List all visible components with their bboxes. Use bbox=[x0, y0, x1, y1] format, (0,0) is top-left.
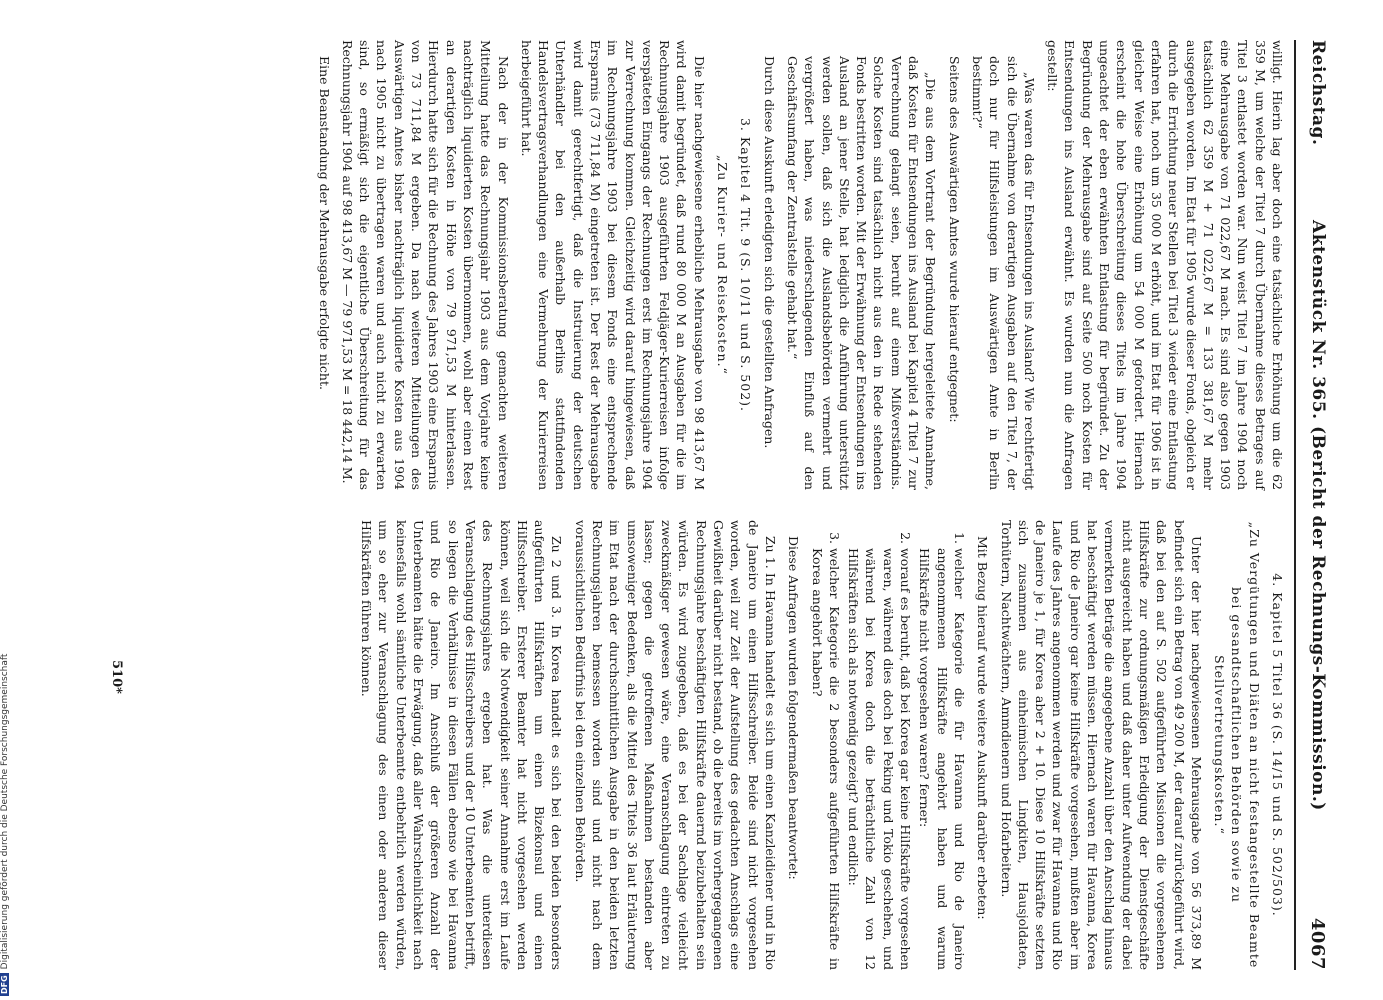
list-item: 2. worauf es beruht, daß bei Korea gar keine Hilfskräfte vorgesehen waren, während dies doch bei Peking und Tokio geschehen, und während bei Korea doch die beträchtliche Zahl von 12 Hilfskräften sich als notwendig gezeigt? und endlich: bbox=[845, 548, 914, 970]
digitization-note-text: Digitalisierung gefördert durch die Deutsche Forschungsgemeinschaft bbox=[0, 653, 10, 970]
paragraph: Seitens des Auswärtigen Amtes wurde hierauf entgegnet: bbox=[946, 56, 962, 423]
list-item: 1. welcher Kategorie die für Havanna und Rio de Janeiro angenommenen Hilfskräfte angehört haben und warum Hilfskräfte nicht vorgesehen waren? ferner: bbox=[916, 548, 968, 970]
page-mark: 510* bbox=[109, 660, 124, 694]
paragraph: Diese Anfragen wurden folgendermaßen beantwortet: bbox=[786, 536, 802, 880]
digitization-note-strip bbox=[0, 0, 14, 1000]
right-column bbox=[352, 520, 1286, 970]
section-subheading: „Zu Kurier- und Reisekosten.“ bbox=[715, 155, 731, 375]
page-header bbox=[1300, 40, 1330, 970]
rotated-page bbox=[90, 40, 1330, 970]
paragraph: Durch diese Auskunft erledigten sich die gestellten Anfragen. bbox=[761, 56, 777, 449]
digitization-note bbox=[0, 654, 10, 1000]
paragraph: Nach der in der Kommissionsberatung gemachten weiteren Mitteilung hatte das Rechnungsjahr 1903 aus dem Vorjahre keine nachträglich liquidierten Kosten übernommen, wohl aber einen Rest an derartigen Kosten in Höhe von 79 971,53 M hinterlassen. Hierdurch hatte sich für die Rechnung des Jahres 1903 eine Ersparnis von 73 711,84 M ergeben. Da nach weiteren Mitteilungen des Auswärtigen Amtes bisher nachträglich liquidierte Kosten aus 1904 nach 1905 nicht zu übertragen waren und auch nicht zu erwarten sind, so ermäßigt sich die eigentliche Überschreitung für das Rechnungsjahr 1904 auf 98 413,67 M — 79 971,53 M = 18 442,14 M. bbox=[339, 40, 511, 490]
header-rule bbox=[1294, 40, 1296, 970]
left-column bbox=[309, 40, 1286, 490]
paragraph: Zu 1. In Havanna handelt es sich um einen Kanzleidiener und in Rio de Janeiro um einen Hilfsschreiber. Beide sind nicht vorgesehen worden, weil zur Zeit der Aufstellung des gedachten Anschlags eine Gewißheit darüber nicht bestand, ob die bereits im vorhergegangenen Rechnungsjahre beschäftigten Hilfskräfte dauernd beizubehalten sein würden. Es wird zugegeben, daß es bei der Sachlage vielleicht zweckmäßiger gewesen wäre, eine Veranschlagung eintreten zu lassen; gegen die getroffenen Maßnahmen bestanden aber umsoweniger Bedenken, als die Mittel des Titels 36 laut Erläuterung im Etat nach der durchschnittlichen Ausgabe in den beiden letzten Rechnungsjahren bemessen worden sind und nicht nach dem voraussichtlichen Bedürfnis bei den einzelnen Behörden. bbox=[572, 520, 778, 970]
list-item: 3. welcher Kategorie die 2 besonders aufgeführten Hilfskräfte in Korea angehört haben? bbox=[808, 548, 843, 970]
header-aktenstueck bbox=[1309, 220, 1326, 811]
question-list bbox=[808, 520, 968, 970]
quote-paragraph: „Was waren das für Entsendungen ins Ausland? Wie rechtfertigt sich die Übernahme von derartigen Ausgaben auf den Titel 7, der doch nur für Hilfsleistungen im Auswärtigen Amte in Berlin bestimmt?“ bbox=[969, 56, 1037, 490]
paragraph: Unter der hier nachgewiesenen Mehrausgabe von 56 373,89 M befindet sich ein Betrag von 49 200 M, der darauf zurückgeführt wird, daß bei den auf S. 502 aufgeführten Missionen die vorgesehenen Hilfskräfte zur ordnungsmäßigen Erledigung der Dienstgeschäfte nicht ausgereicht haben und daß daher unter Aufwendung der dabei vermerkten Beträge die angegebene Anzahl über den Anschlag hinaus hat beschäftigt werden müssen. Hiernach waren für Havanna, Korea und Rio de Janeiro gar keine Hilfskräfte vorgesehen, mußten aber im Laufe des Jahres angenommen werden und zwar für Havanna und Rio de Janeiro je 1, für Korea aber 2 + 10. Diese 10 Hilfskräfte setzten sich zusammen aus einheimischen Lingkiten, Hausjoldaten, Torhütern, Nachtwächtern, Ammdienern und Hofarbeitern. bbox=[998, 520, 1204, 970]
dfg-logo: DFG bbox=[0, 975, 9, 994]
paragraph: Die hier nachgewiesene erhebliche Mehrausgabe von 98 413,67 M wird damit begründet, daß rund 80 000 M an Ausgaben für die im Rechnungsjahre 1903 ausgeführten Feldjäger-Kurierreisen infolge verspäteten Eingangs der Rechnungen erst im Rechnungsjahre 1904 zur Verrechnung kommen. Gleichzeitig wird darauf hingewiesen, daß im Rechnungsjahre 1903 bei diesem Fonds eine entsprechende Ersparnis (73 711,84 M) eingetreten ist. Der Rest der Mehrausgabe wird damit gerechtfertigt, daß die Instruierung der deutschen Unterhändler bei den außerhalb Berlins stattfindenden Handelsvertragsverhandlungen eine Vermehrung der Kurierreisen herbeigeführt hat. bbox=[518, 40, 707, 490]
header-aktenstueck-number: Aktenstück Nr. 365. bbox=[1308, 220, 1328, 420]
quote-paragraph: „Die aus dem Vortrant der Begründung hergeleitete Annahme, daß Kosten für Entsendungen ins Ausland bei Kapitel 4 Titel 7 zur Verrechnung gelangt seien, beruht auf einem Mißverständnis. Solche Kosten sind tatsächlich nicht aus den in Rede stehenden Fonds bestritten worden. Mit der Erwähnung der Entsendungen ins Ausland an jener Stelle, hat lediglich die Anführung unterstützt werden sollen, daß sich die Auslandsbehörden vermehrt und vergrößert haben, was niederschlagenden Einfluß auf den Geschäftsumfang der Zentralstelle gehabt hat.“ bbox=[784, 56, 939, 490]
header-reichstag: Reichstag. bbox=[1308, 40, 1328, 146]
section-heading: 3. Kapitel 4 Tit. 9 (S. 10/11 und S. 502). bbox=[738, 117, 754, 413]
paragraph: willigt. Hierin lag aber doch eine tatsächliche Erhöhung um die 62 359 M, um welche der Titel 7 durch Übernahme dieses Betrages auf Titel 3 entlastet worden war. Nun weist Titel 7 im Jahre 1904 noch eine Mehrausgabe von 71 022,67 M nach. Es sind also gegen 1903 tatsächlich 62 359 M + 71 022,67 M = 133 381,67 M mehr ausgegeben worden. Im Etat für 1905 wurde dieser Fonds, obgleich er durch die Errichtung neuer Stellen bei Titel 3 wieder eine Entlastung erfahren hat, noch um 35 000 M erhöht, und im Etat für 1906 ist in gleicher Weise eine Erhöhung um 54 000 M gefordert. Hiernach erscheint die hohe Überschreitung dieses Titels im Jahre 1904 ungeachtet der eben erwähnten Entlastung für begründet. Zu der Begründung der Mehrausgabe sind auf Seite 500 noch Kosten für Entsendungen ins Ausland erwähnt. Es wurden nun die Anfragen gestellt: bbox=[1045, 40, 1285, 491]
paragraph: Eine Beanstandung der Mehrausgabe erfolgte nicht. bbox=[316, 56, 332, 390]
paragraph: Mit Bezug hierauf wurde weitere Auskunft darüber erbeten: bbox=[975, 536, 991, 920]
paragraph: Zu 2 und 3. In Korea handelt es sich bei den beiden besonders aufgeführten Hilfskräften um einen Bizekonsul und einen Hilfsschreiber. Ersterer Beamter hat nicht vorgesehen werden können, weil sich die Notwendigkeit seiner Annahme erst im Laufe des Rechnungsjahres ergeben hat. Was die unterdiesen Veranschlagung des Hilfsschreibers und der 10 Unterbeamten betrifft, so liegen die Verhältnisse in diesen Fällen ebenso wie bei Havanna und Rio de Janeiro. Im Anschluß der größeren Anzahl der Unterbeamten hätte die Erwägung, daß aller Wahrscheinlichkeit nach keinesfalls wohl sämtliche Unterbeamte entbehrlich werden würden, um so eher zur Veranschlagung des einen oder anderen dieser Hilfskräften führen können. bbox=[359, 520, 565, 970]
section-heading: 4. Kapitel 5 Titel 36 (S. 14/15 und S. 502/503). bbox=[1270, 573, 1285, 917]
page-number: 4067 bbox=[1307, 917, 1328, 970]
header-report-title: (Bericht der Rechnungs-Kommission.) bbox=[1308, 425, 1328, 811]
section-subheading: „Zu Vergütungen und Diäten an nicht festangestellte Beamte bei gesandtschaftlichen Behörden sowie zu Stellvertretungskosten.“ bbox=[1212, 521, 1262, 969]
